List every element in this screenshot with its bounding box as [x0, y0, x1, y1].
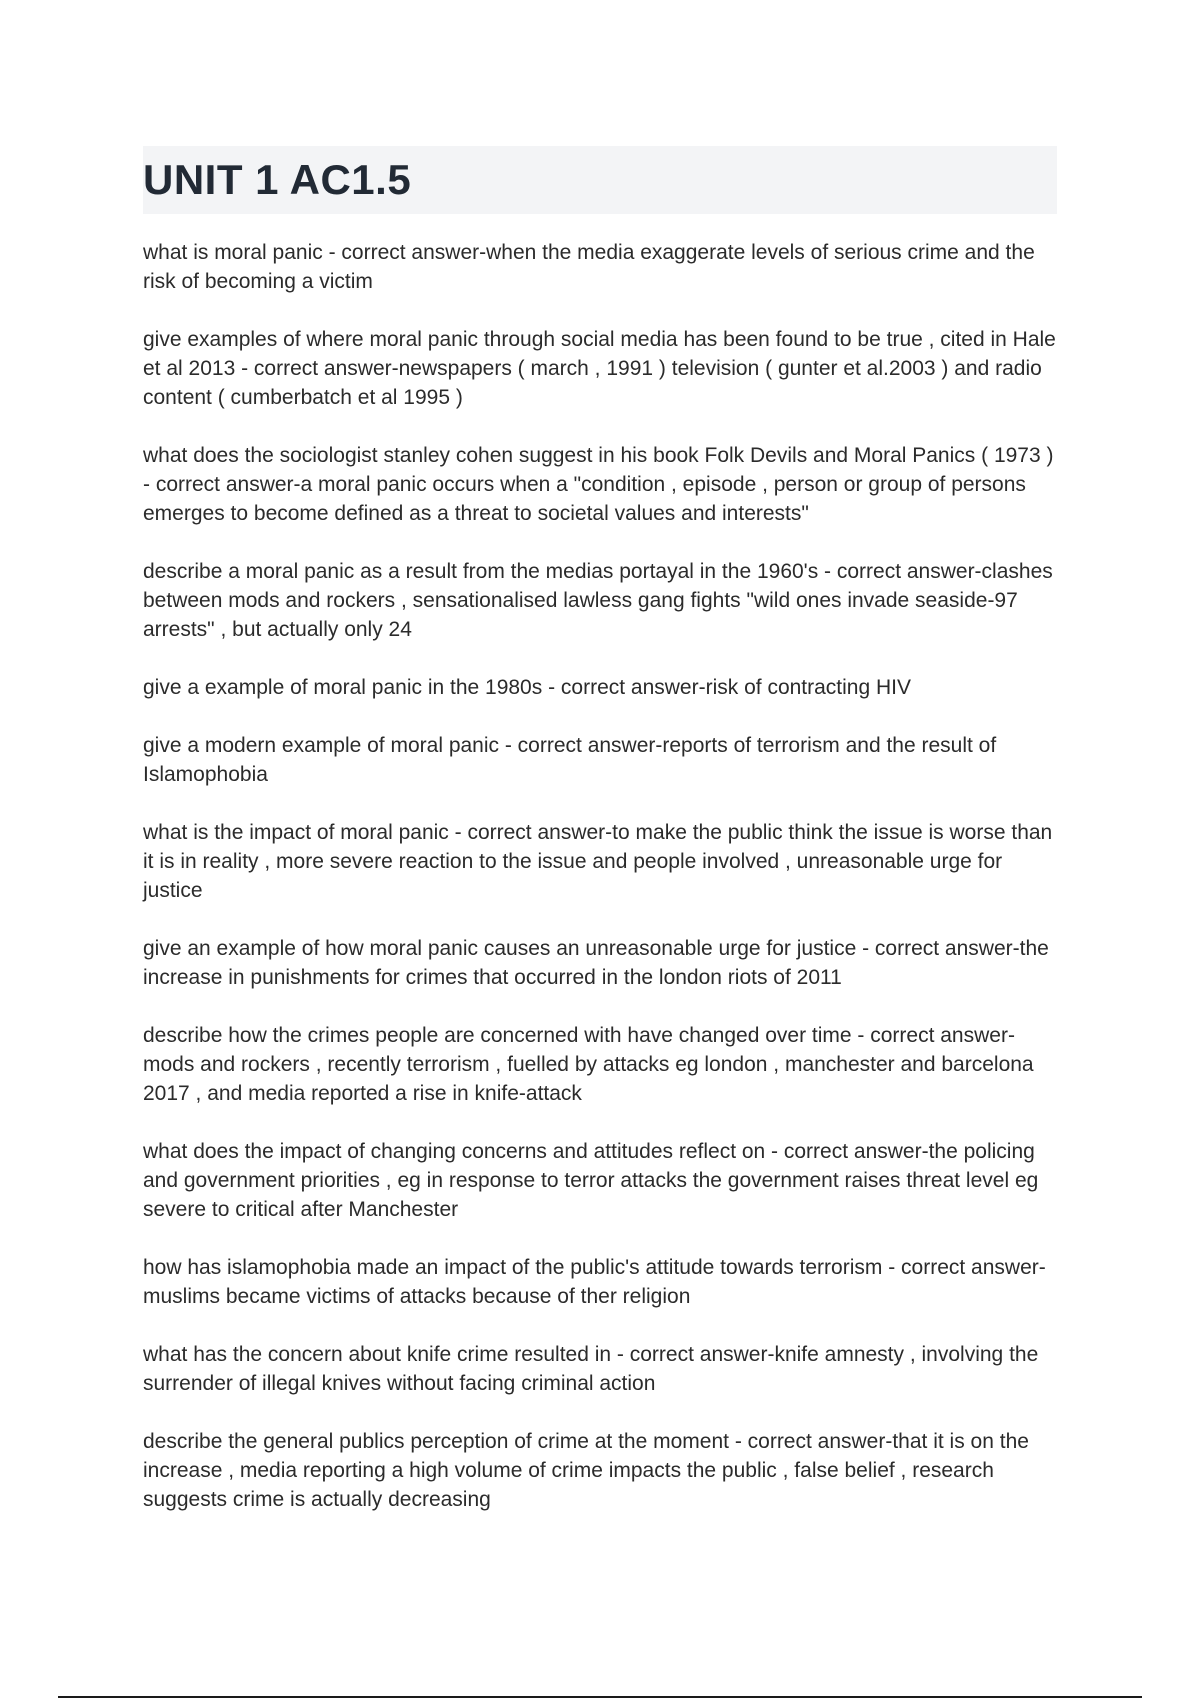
qa-item-12: what has the concern about knife crime resulted in - correct answer-knife amnesty , involving the surrender of illegal knives without facing criminal action: [143, 1343, 1039, 1395]
qa-item-10: what does the impact of changing concerns and attitudes reflect on - correct answer-the policing and government priorities , eg in response to terror attacks the government raises threat level eg severe to critical after Manchester: [143, 1140, 1039, 1221]
document-page: [143, 146, 1057, 1543]
qa-item-11: how has islamophobia made an impact of the public's attitude towards terrorism - correct answer-muslims became victims of attacks because of ther religion: [143, 1256, 1046, 1308]
title-banner: [143, 146, 1057, 214]
qa-item-5: give a example of moral panic in the 1980s - correct answer-risk of contracting HIV: [143, 676, 912, 699]
qa-item-8: give an example of how moral panic causes an unreasonable urge for justice - correct answer-the increase in punishments for crimes that occurred in the london riots of 2011: [143, 937, 1049, 989]
page-title: UNIT 1 AC1.5: [143, 156, 412, 203]
qa-item-13: describe the general publics perception of crime at the moment - correct answer-that it is on the increase , media reporting a high volume of crime impacts the public , false belief , research suggests crime is actually decreasing: [143, 1430, 1029, 1511]
qa-item-9: describe how the crimes people are concerned with have changed over time - correct answer-mods and rockers , recently terrorism , fuelled by attacks eg london , manchester and barcelona 2017 , and media reported a rise in knife-attack: [143, 1024, 1034, 1105]
qa-item-4: describe a moral panic as a result from the medias portayal in the 1960's - correct answer-clashes between mods and rockers , sensationalised lawless gang fights "wild ones invade seaside-97 arrests" , but actually only 24: [143, 560, 1053, 641]
qa-item-1: what is moral panic - correct answer-when the media exaggerate levels of serious crime and the risk of becoming a victim: [143, 241, 1035, 293]
qa-item-2: give examples of where moral panic through social media has been found to be true , cited in Hale et al 2013 - correct answer-newspapers ( march , 1991 ) television ( gunter et al.2003 ) and radio content ( cumberbatch et al 1995 ): [143, 328, 1056, 409]
qa-item-6: give a modern example of moral panic - correct answer-reports of terrorism and the result of Islamophobia: [143, 734, 997, 786]
qa-list: [143, 238, 1057, 1514]
qa-item-3: what does the sociologist stanley cohen suggest in his book Folk Devils and Moral Panics ( 1973 ) - correct answer-a moral panic occurs when a "condition , episode , person or group of persons emerges to become defined as a threat to societal values and interests": [143, 444, 1054, 525]
footer-divider: [58, 1696, 1142, 1698]
qa-item-7: what is the impact of moral panic - correct answer-to make the public think the issue is worse than it is in reality , more severe reaction to the issue and people involved , unreasonable urge for justice: [143, 821, 1053, 902]
